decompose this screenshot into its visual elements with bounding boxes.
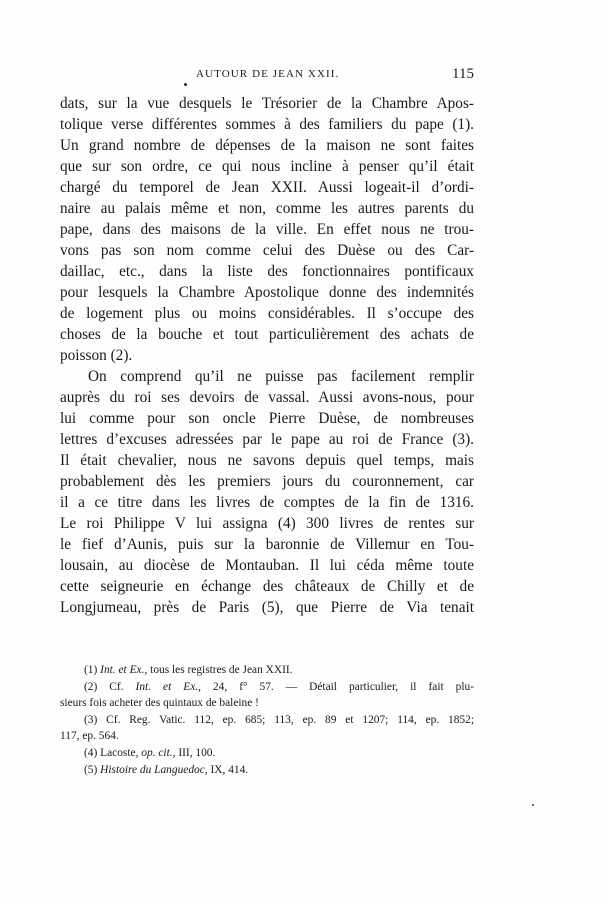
footnote-number: (4) <box>84 746 98 759</box>
text-line: que sur son ordre, ce qui nous incline à penser qu’il était <box>60 158 474 175</box>
text-line: poisson (2). <box>60 347 133 364</box>
text-line: naire au palais même et non, comme les autres parents du <box>60 200 474 217</box>
footnotes <box>60 662 474 778</box>
footnote-3-continuation: 117, ep. 564. <box>60 730 119 743</box>
footnote-number: (1) <box>84 664 98 676</box>
text-line: daillac, etc., dans la liste des fonctionnaires pontificaux <box>60 263 474 280</box>
text-line: lui comme pour son oncle Pierre Duèse, de nombreuses <box>60 410 474 427</box>
text-line: de logement plus ou moins considérables. Il s’occupe des <box>60 305 474 322</box>
footnote-text: IX, 414. <box>210 763 249 776</box>
footnote-number: (3) <box>84 713 98 726</box>
running-title: AUTOUR DE JEAN XXII. <box>196 68 340 80</box>
text-line: probablement dès les premiers jours du couronnement, car <box>60 473 474 490</box>
footnote-text: 24, f° 57. — Détail particulier, il fait plu- <box>212 680 474 693</box>
text-line: chargé du temporel de Jean XXII. Aussi logeait-il d’ordi- <box>60 179 474 196</box>
text-line: lettres d’excuses adressées par le pape au roi de France (3). <box>60 431 474 448</box>
running-head <box>60 66 474 86</box>
footnote-5 <box>84 762 474 779</box>
footnote-text: Lacoste, <box>100 746 139 759</box>
footnote-1 <box>84 662 474 679</box>
text-line: Il était chevalier, nous ne savons depuis quel temps, mais <box>60 452 474 469</box>
text-line: auprès du roi ses devoirs de vassal. Aussi avons-nous, pour <box>60 389 474 406</box>
text-line: Le roi Philippe V lui assigna (4) 300 livres de rentes sur <box>60 515 474 532</box>
text-line: tolique verse différentes sommes à des familiers du pape (1). <box>60 116 474 133</box>
text-line: Longjumeau, près de Paris (5), que Pierre de Via tenait <box>60 599 474 616</box>
footnote-text: Cf. Reg. Vatic. 112, ep. 685; 113, ep. 89 et 1207; 114, ep. 1852; <box>106 713 474 726</box>
main-text <box>60 93 474 618</box>
footnote-4 <box>84 745 474 762</box>
footnote-2-continuation: sieurs fois acheter des quintaux de baleine ! <box>60 697 259 710</box>
footnote-3 <box>84 712 474 729</box>
footnote-title: op. cit., <box>141 746 176 759</box>
text-line: Un grand nombre de dépenses de la maison ne sont faites <box>60 137 474 154</box>
text-line: pour lesquels la Chambre Apostolique donne des indemnités <box>60 284 474 301</box>
footnote-text: tous les registres de Jean XXII. <box>150 664 293 676</box>
footnote-2 <box>84 679 474 696</box>
text-line: pape, dans des maisons de la ville. En effet nous ne trou- <box>60 221 474 238</box>
footnote-title: Histoire du Languedoc, <box>100 763 208 776</box>
printer-dot <box>184 83 187 86</box>
scan-speck <box>532 804 534 806</box>
page-number: 115 <box>452 66 474 82</box>
footnote-number: (5) <box>84 763 98 776</box>
text-line: cette seigneurie en échange des châteaux de Chilly et de <box>60 578 474 595</box>
footnote-text: Cf. <box>109 680 124 693</box>
text-line: le fief d’Aunis, puis sur la baronnie de Villemur en Tou- <box>60 536 474 553</box>
footnote-title: Int. et Ex., <box>135 680 201 693</box>
footnote-text: III, 100. <box>178 746 216 759</box>
text-line: il a ce titre dans les livres de comptes de la fin de 1316. <box>60 494 474 511</box>
text-line: vons pas son nom comme celui des Duèse ou des Car- <box>60 242 474 259</box>
text-line: choses de la bouche et tout particulièrement des achats de <box>60 326 474 343</box>
footnote-title: Int. et Ex., <box>100 664 148 676</box>
text-line: lousain, au diocèse de Montauban. Il lui céda même toute <box>60 557 474 574</box>
text-line: On comprend qu’il ne puisse pas facilement remplir <box>88 368 474 385</box>
text-line: dats, sur la vue desquels le Trésorier de la Chambre Apos- <box>60 95 474 112</box>
footnote-number: (2) <box>84 680 98 693</box>
